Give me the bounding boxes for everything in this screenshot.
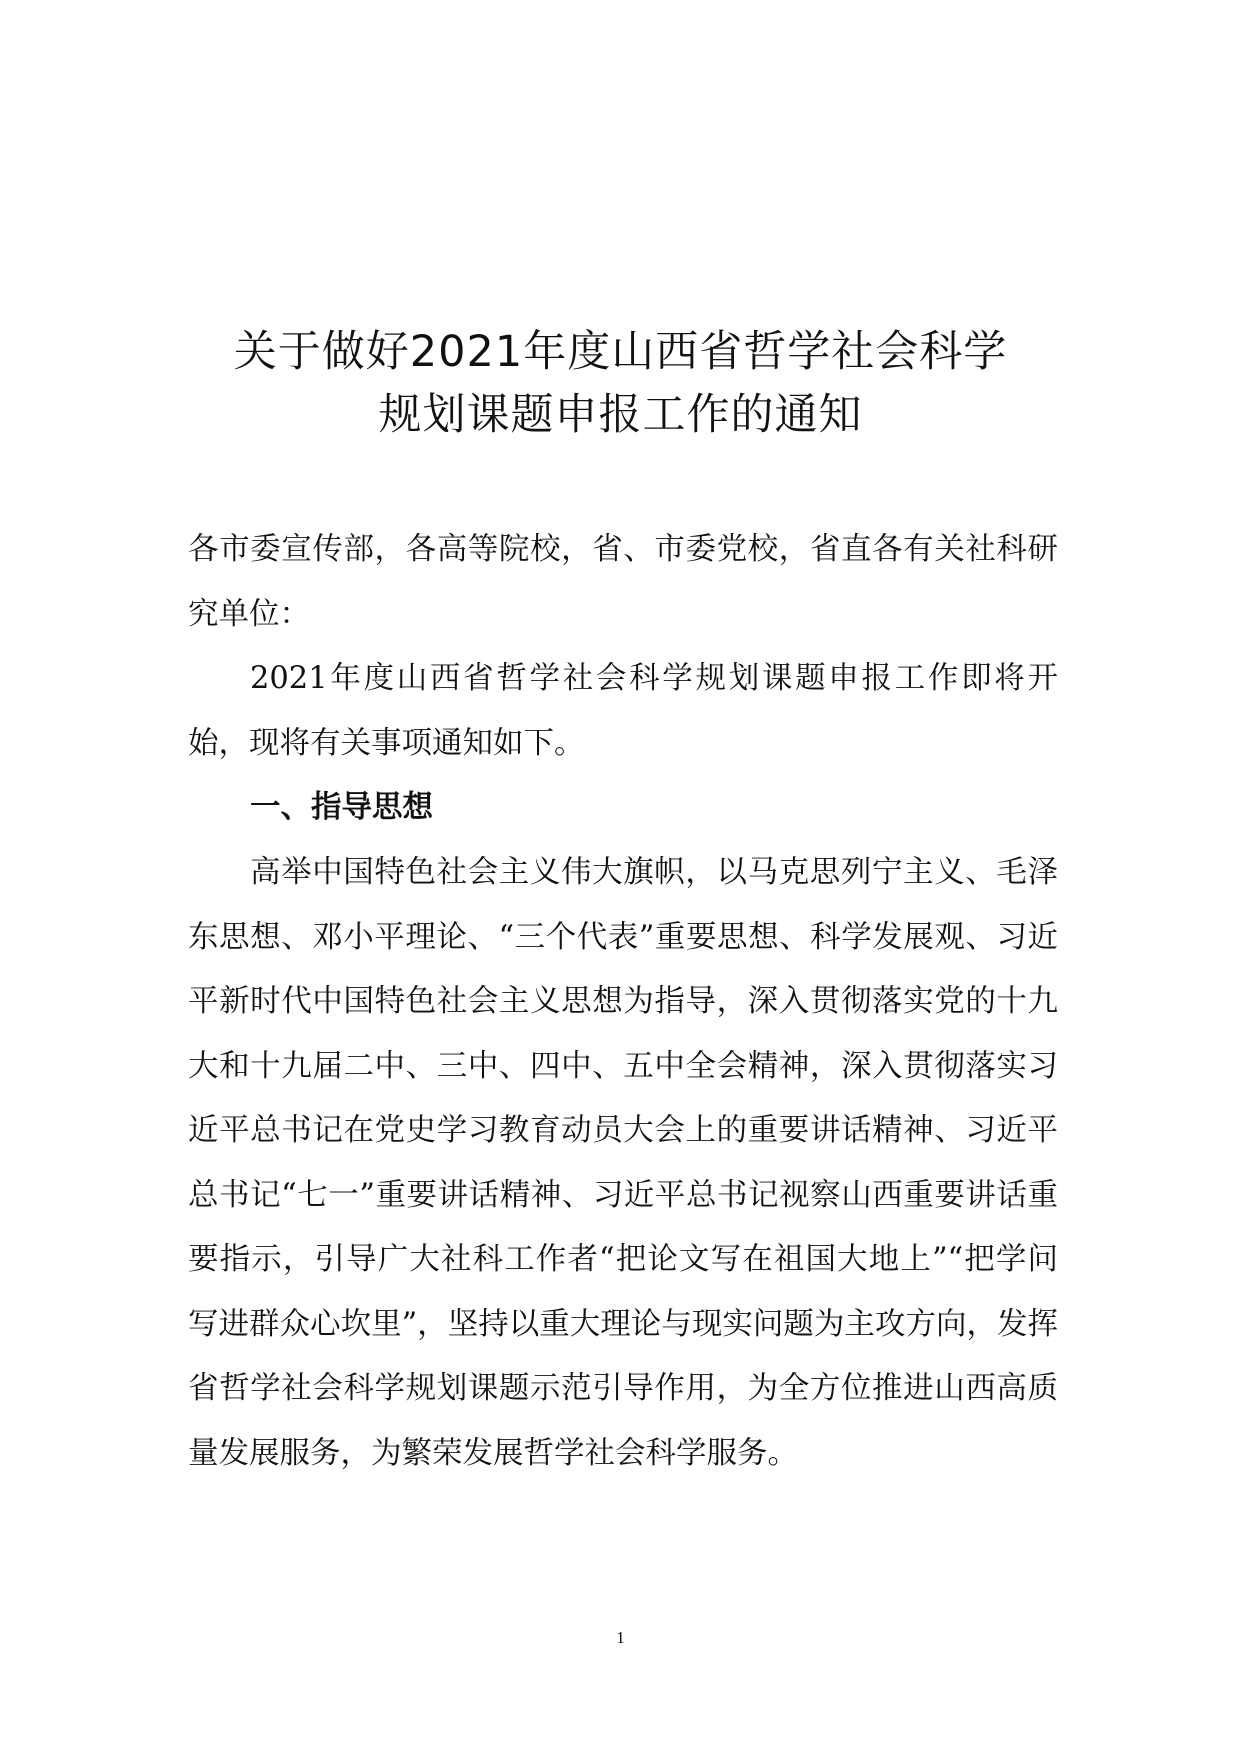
document-title-line-1: 关于做好2021年度山西省哲学社会科学 xyxy=(233,327,1008,377)
intro-paragraph: 2021年度山西省哲学社会科学规划课题申报工作即将开始，现将有关事项通知如下。 xyxy=(188,661,1058,761)
section-paragraph-guiding-ideology: 高举中国特色社会主义伟大旗帜，以马克思列宁主义、毛泽东思想、邓小平理论、“三个代表”重要思想、科学发展观、习近平新时代中国特色社会主义思想为指导，深入贯彻落实党的十九大和十九届二中、三中、四中、五中全会精神，深入贯彻落实习近平总书记在党史学习教育动员大会上的重要讲话精神、习近平总书记“七一”重要讲话精神、习近平总书记视察山西重要讲话重要指示，引导广大社科工作者“把论文写在祖国大地上”“把学问写进群众心坎里”，坚持以重大理论与现实问题为主攻方向，发挥省哲学社会科学规划课题示范引导作用，为全方位推进山西高质量发展服务，为繁荣发展哲学社会科学服务。 xyxy=(188,855,1058,1471)
section-heading-guiding-ideology: 一、指导思想 xyxy=(250,790,433,825)
salutation: 各市委宣传部，各高等院校，省、市委党校，省直各有关社科研究单位： xyxy=(188,532,1058,632)
page-number: 1 xyxy=(616,1628,625,1647)
document-title-line-2: 规划课题申报工作的通知 xyxy=(378,390,863,440)
